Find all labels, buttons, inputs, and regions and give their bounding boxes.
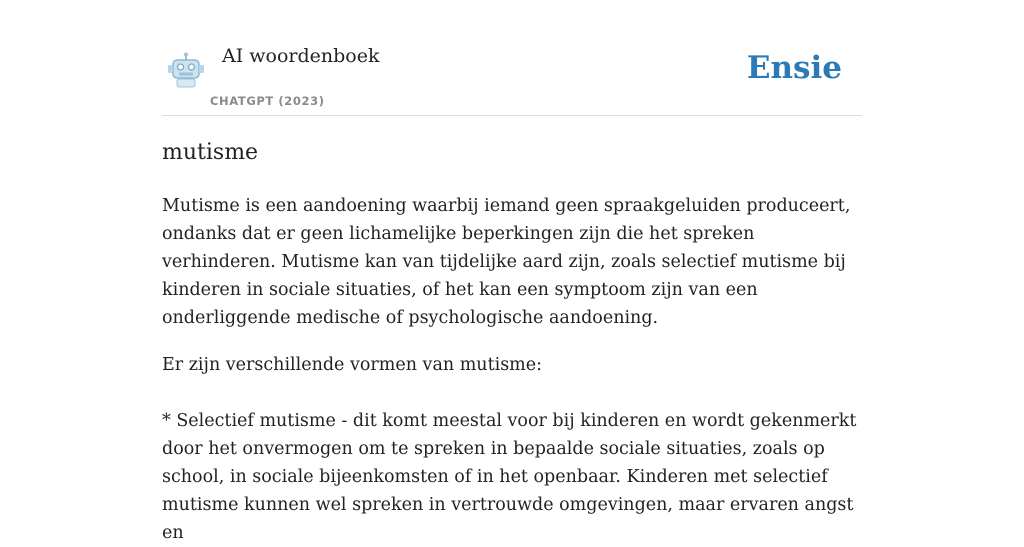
robot-icon (166, 52, 206, 88)
definition-paragraph: Mutisme is een aandoening waarbij iemand geen spraakgeluiden produceert, ondanks dat er geen lichamelijke beperkingen zijn die het spreken verhinderen. Mutisme kan van tijdelijke aard zijn, zoals selectief mutisme bij kinderen in sociale situaties, of het kan een symptoom zijn van een onderliggende medische of psychologische aandoening. (162, 196, 851, 328)
source-title[interactable]: AI woordenboek (222, 45, 380, 67)
source-subtitle: CHATGPT (2023) (210, 94, 325, 108)
definition-paragraph: Er zijn verschillende vormen van mutisme: (162, 355, 543, 375)
definition-paragraph: * Selectief mutisme - dit komt meestal voor bij kinderen en wordt gekenmerkt door het onvermogen om te spreken in bepaalde sociale situaties, zoals op school, in sociale bijeenkomsten of in het openbaar. Kinderen met selectief mutisme kunnen wel spreken in vertrouwde omgevingen, maar ervaren angst en (162, 411, 857, 543)
entry-definition (162, 192, 868, 547)
content-container (162, 0, 862, 543)
brand-logo-link[interactable]: Ensie (746, 50, 842, 86)
entry-header (162, 0, 862, 116)
entry-term-title: mutisme (162, 140, 259, 165)
